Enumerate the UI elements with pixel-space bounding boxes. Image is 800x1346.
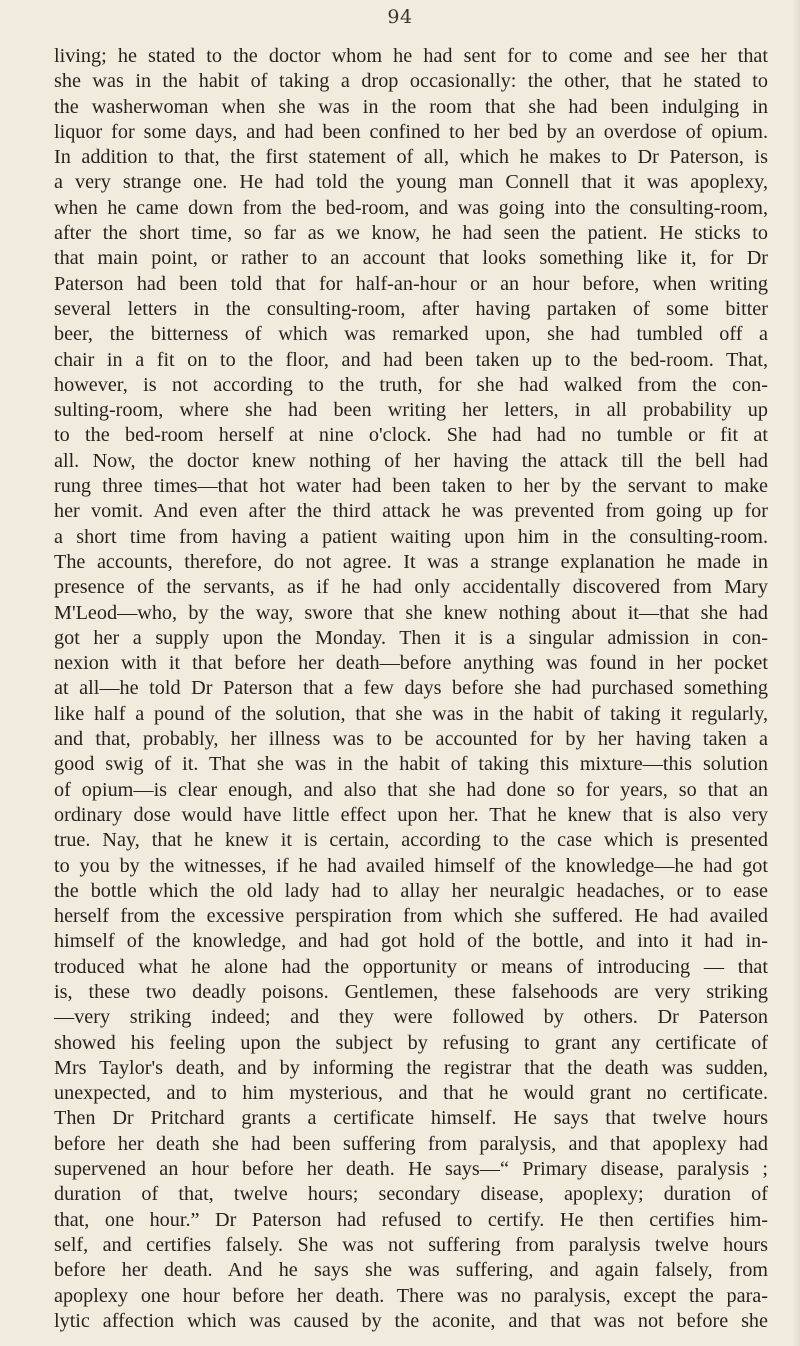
text-line: chair in a fit on to the floor, and had been taken up to the bed-room. That,	[54, 348, 768, 371]
text-line: and that, probably, her illness was to be accounted for by her having taken a	[54, 728, 768, 751]
text-line: presence of the servants, as if he had only accidentally discovered from Mary	[54, 576, 768, 599]
text-line: liquor for some days, and had been confined to her bed by an overdose of opium.	[54, 120, 768, 143]
text-line: rung three times—that hot water had been taken to her by the servant to make	[54, 475, 768, 498]
text-line: supervened an hour before her death. He says—“ Primary disease, paralysis ;	[54, 1158, 768, 1181]
text-line: that main point, or rather to an account that looks something like it, for Dr	[54, 247, 768, 270]
text-line: before her death she had been suffering from paralysis, and that apoplexy had	[54, 1132, 768, 1155]
text-line: sulting-room, where she had been writing her letters, in all probability up	[54, 399, 768, 422]
text-line: self, and certifies falsely. She was not suffering from paralysis twelve hours	[54, 1233, 768, 1256]
text-line: Paterson had been told that for half-an-hour or an hour before, when writing	[54, 272, 768, 295]
text-line: true. Nay, that he knew it is certain, according to the case which is presented	[54, 829, 768, 852]
text-line: apoplexy one hour before her death. There was no paralysis, except the para-	[54, 1284, 768, 1307]
text-line: to the bed-room herself at nine o'clock. She had had no tumble or fit at	[54, 424, 768, 447]
text-line: Mrs Taylor's death, and by informing the registrar that the death was sudden,	[54, 1056, 768, 1079]
text-line: before her death. And he says she was suffering, and again falsely, from	[54, 1259, 768, 1282]
text-line: living; he stated to the doctor whom he had sent for to come and see her that	[54, 45, 768, 67]
text-line: showed his feeling upon the subject by refusing to grant any certificate of	[54, 1031, 768, 1054]
text-line: beer, the bitterness of which was remarked upon, she had tumbled off a	[54, 323, 768, 346]
text-line: In addition to that, the first statement of all, which he makes to Dr Paterson, is	[54, 146, 768, 169]
text-line: himself of the knowledge, and had got hold of the bottle, and into it had in-	[54, 930, 768, 953]
text-line: she was in the habit of taking a drop occasionally: the other, that he stated to	[54, 70, 768, 93]
text-line: Then Dr Pritchard grants a certificate himself. He says that twelve hours	[54, 1107, 768, 1130]
text-line: the bottle which the old lady had to allay her neuralgic headaches, or to ease	[54, 879, 768, 902]
text-line: a very strange one. He had told the young man Connell that it was apoplexy,	[54, 171, 768, 194]
text-line: ordinary dose would have little effect upon her. That he knew that is also very	[54, 803, 768, 826]
text-line: is, these two deadly poisons. Gentlemen, these falsehoods are very striking	[54, 980, 768, 1003]
text-line: all. Now, the doctor knew nothing of her having the attack till the bell had	[54, 449, 768, 472]
text-line: The accounts, therefore, do not agree. It was a strange explanation he made in	[54, 550, 768, 573]
text-line: several letters in the consulting-room, after having partaken of some bitter	[54, 297, 768, 320]
text-line: duration of that, twelve hours; secondary disease, apoplexy; duration of	[54, 1183, 768, 1206]
text-line: nexion with it that before her death—before anything was found in her pocket	[54, 652, 768, 675]
text-line: however, is not according to the truth, for she had walked from the con-	[54, 373, 768, 396]
text-line: that, one hour.” Dr Paterson had refused to certify. He then certifies him-	[54, 1208, 768, 1231]
page-edge-shadow	[792, 0, 800, 1346]
text-line: to you by the witnesses, if he had availed himself of the knowledge—he had got	[54, 854, 768, 877]
text-line: a short time from having a patient waiting upon him in the consulting-room.	[54, 525, 768, 548]
page-number: 94	[387, 6, 413, 28]
text-line: at all—he told Dr Paterson that a few days before she had purchased something	[54, 677, 768, 700]
text-line: of opium—is clear enough, and also that she had done so for years, so that an	[54, 778, 768, 801]
text-line: troduced what he alone had the opportunity or means of introducing — that	[54, 955, 768, 978]
body-text	[54, 44, 768, 1334]
text-line: got her a supply upon the Monday. Then it is a singular admission in con-	[54, 626, 768, 649]
text-line: unexpected, and to him mysterious, and that he would grant no certificate.	[54, 1082, 768, 1105]
text-line: after the short time, so far as we know, he had seen the patient. He sticks to	[54, 222, 768, 245]
text-line: like half a pound of the solution, that she was in the habit of taking it regularly,	[54, 702, 768, 725]
text-line: her vomit. And even after the third attack he was prevented from going up for	[54, 500, 768, 523]
text-line: the washerwoman when she was in the room that she had been indulging in	[54, 95, 768, 118]
text-line: good swig of it. That she was in the habit of taking this mixture—this solution	[54, 753, 768, 776]
text-line: herself from the excessive perspiration from which she suffered. He had availed	[54, 905, 768, 928]
text-line: lytic affection which was caused by the aconite, and that was not before she	[54, 1309, 768, 1332]
text-line: —very striking indeed; and they were followed by others. Dr Paterson	[54, 1006, 768, 1029]
text-line: M'Leod—who, by the way, swore that she knew nothing about it—that she had	[54, 601, 768, 624]
text-line: when he came down from the bed-room, and was going into the consulting-room,	[54, 196, 768, 219]
